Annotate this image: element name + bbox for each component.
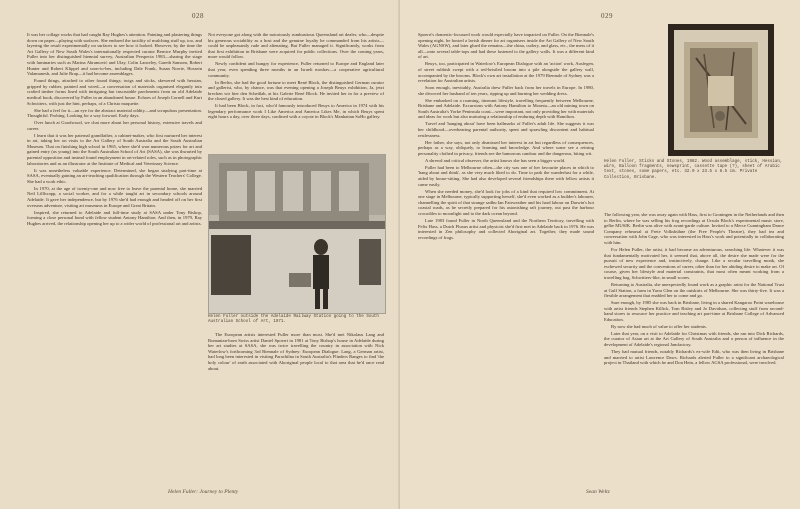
page-number-right: 029: [601, 12, 613, 20]
paragraph: The European artists interested Fuller more than most. She'd met Nikolaus Lang and Romanian-born Swiss artist Daniel Spoerri in 1981 at Tony Bishop's house in Adelaide during her art studies at SASA, she was twice travelling the country in association with Nick Waterlow's forthcoming 3rd Biennale of Sydney: European Dialogue. Lang, a German artist, had long been interested in visiting Parachilna in South Australia's Flinders Ranges to find 'the holy colour' of earth associated with Aboriginal people local to that area that he'd once read about.: [208, 332, 384, 371]
paragraph: In Berlin, she had the good fortune to meet René Block, the distinguished German curator and gallerist, who, by chance, was that evening opening a Joseph Beuys exhibition, Ja, jetzt brechen wir hier den Scheißab, at his Galerie René Block. He invited her in for a preview of the closed gallery. It was the best kind of education.: [208, 79, 384, 102]
paragraph: Found things, attached to other found things; twigs and sticks, skewered with hessian, gripped by rubber, painted and wired—a conversation of materials organised elegantly into crafted timber forms lined with intriguing but inscrutable parchments from an old Adelaide medical book, discovered by Fuller in an abandoned house. Echoes of Joseph Cornell and Kurt Schwitters, with just the hint, perhaps, of a Christo maquette.: [27, 78, 202, 106]
paragraph: In 1970, at the age of twenty-one and now free to leave the parental home, she married Neil Lilllcrapp, a social worker, and for a while taught art in secondary schools around Adelaide. It gave her independence, but by 1976 she'd had enough and headed off on her first overseas adventure, visiting art museums in Europe and Great Britain.: [27, 185, 202, 208]
paragraph: Fuller had been to Melbourne often—the city was one of her favourite places in which to 'hang about and think', as she very much liked to do. Time to park the wanderlust for a while, aided by house-sitting. She had also developed several friendships there with fellow artists it came easily.: [418, 164, 594, 187]
paragraph: A shrewd and critical observer, the artist knows she has seen a bigger world.: [425, 157, 566, 163]
paragraph: The following year, she was away again with Hass, first to Groningen in the Netherlands and then to Berlin, where he was selling his frog recordings at Ursula Block's experimental music store, gelbe MUSIK. Berlin was alive with avant-garde culture. Invited to a Merce Cunningham Dance Company rehearsal at Freie Volksbühne (the Free People's Theatre), they had tea and conversation with John Cage, who was interested in Hass's work and potentially in collaborating with him.: [604, 212, 784, 245]
paragraph: Her father, she says, not only dismissed her interest in art but regardless of consequences, perhaps as a way, obliquely, to learning and knowledge. And where some see a retiring personality clothed in privacy, friends see the humorous candour and the dangerous, biting wit.: [418, 139, 594, 156]
paragraph: Beuys, too, participated in Waterlow's European Dialogue with an 'action' work, Ausfegen, of street rubbish swept with a red-bristled broom into a pile alongside the gallery wall, accompanied by the brooms. Block's own art installation at the 1979 Biennale of Sydney was a revelation for Australian artists.: [418, 61, 594, 84]
left-column-2-top: [208, 32, 384, 121]
footer-author-name: Sean Weltz: [586, 489, 610, 495]
paragraph: Returning to Australia, she unexpectedly found work as a graphic artist for the National Trust at Gulf Station, a farm in Yarra Glen on the outskirts of Melbourne. She was thirty-five. It was a flexible arrangement that enabled her to come and go.: [604, 281, 784, 299]
paragraph: Over lunch at Goodwood, we chat more about her personal history, extensive travels and career.: [27, 120, 202, 131]
right-page: [400, 0, 800, 509]
paragraph: Later that year, on a visit to Adelaide for Christmas with friends, she ran into Dick Richards, the curator of Asian art at the Art Gallery of South Australia and a person of influence in the development of Adelaide's regional Jamfactory.: [604, 330, 784, 348]
paragraph: Newly confident and hungry for experience, Fuller returned to Europe and England later that year, even spending three months in an Israeli moshav—a cooperative agricultural community.: [208, 61, 384, 78]
photo-caption: Helen Fuller outside the Adelaide Railway Station going to the South Australian School of Art, 1971.: [208, 315, 379, 325]
artwork-sticks-and-stones: [674, 30, 768, 150]
right-column-4: [604, 212, 784, 367]
paragraph: Not everyone got along with the notoriously rumbustious Queensland art dealer, who—despite his generous sociability as a host and the genuine loyalty he commanded from his artists—could be unpleasantly rude and alienating. But Fuller managed it. Significantly, works from that first exhibition in Brisbane were acquired for public collections. Over the coming years, more would follow.: [208, 32, 384, 60]
paragraph: I learn that it was her paternal grandfather, a cabinet-maker, who first nurtured her interest in art, taking her on visits to the Art Gallery of South Australia and the South Australian Museum. That on finishing high school in 1965, where she'd won numerous prizes for art and gained entry (as young) into the South Australian School of Art (SASA), she was thwarted by parental opposition and instead found employment in art-related roles, such as in photographic laboratories and as an illustrator at the Institute of Medical and Veterinary Science.: [27, 132, 202, 166]
paragraph: She had a feel for it—an eye for the abstract material oddity—and scrupulous presentation. Thoughtful. Probing. Looking for a way forward. Early days.: [27, 107, 202, 119]
paragraph: Inspired, she returned to Adelaide and full-time study at SASA under Tony Bishop, forming a close personal bond with fellow student Antony Hamilton. And then, in 1979, Ray Hughes arrived, the relationship opening her up to a wider world of professional art and artists.: [27, 209, 202, 226]
left-column-1: [27, 32, 202, 228]
footer-book-title: Helen Fuller: Journey to Plenty: [168, 489, 239, 495]
artwork-caption: Helen Fuller, Sticks and Stones, 1982. Wood assemblage, stick, Hessian, wire, Balloon fragments, newsprint, cassette tape (?), sheet of Arabic text, stones, some papers, etc. 32.0 x 23.5 x 8.5 cm. Private Collection, Brisbane.: [604, 160, 783, 180]
paragraph: For Helen Fuller, the artist, it had become an adventurous, searching life. Whatever it was that fundamentally motivated her, it seemed that, above all, the desire she made were for the pursuit of new experience and, instinctively, change. Like a secular travelling monk, she eschewed security and the conventions of career, other than for her abiding desire to make art. Of course, given her lifestyle and material constraints, that most often meant working from a travelling bag, Schwitters-like, in small scores.: [604, 246, 784, 280]
paragraph: It was her collage works that had caught Ray Hughes's attention. Painting and plastering things down on paper—playing with surfaces. She endured the tactility of mulching stuff up, too, and layering the result experimentally on surfaces to see how it looked. However, by the time the Art Gallery of New South Wales's internationally respected curator Bernice Murphy invited Fuller into her distinguished biennial survey, Australian Perspecta 1983—sharing the stage with luminaries such as Marina Abramović and Ulay, Colin Lanceley, Gareth Sansom, Robert Hunter and Robert Klippel and soon-to-bes, including Dale Frank, Susan Norrie, Hossein Valamanesh, and Julie Rrap—it had become assemblages.: [27, 32, 202, 77]
paragraph: Sure enough, by 1985 she was back in Brisbane, living in a shared Kangaroo Point warehouse with artist friends Stephen Killick, Tom Risley and Jo Davidson, collecting stuff from second-hand stores to resource her practice and teaching art part-time at Brisbane College of Advanced Education.: [604, 300, 784, 322]
paragraph: It was nonetheless valuable experience. Determined, she began studying part-time at SASA, eventually gaining an art-teaching qualification through the Western Teachers' College. She had a work ethic.: [27, 167, 202, 184]
left-column-2-bottom: [208, 332, 384, 373]
paragraph: Soon enough, inevitably, Australia drew Fuller back from her travels in Europe. In 1980, she divorced her husband of ten years, ripping up and burning her wedding dress.: [418, 85, 594, 96]
paragraph: She embarked on a roaming, itinerant lifestyle, travelling frequently between Melbourne, Brisbane and Adelaide. Excursions with Antony Hamilton to Moonta—an old mining town on South Australia's Yorke Peninsula coast—were important, not only providing her with materials and ideas for work but also nurturing a relationship of enduring depth with Hamilton.: [418, 97, 595, 120]
paragraph: Late 1983 found Fuller in North Queensland and the Northern Territory, travelling with Felix Hass, a Dutch Fluxus artist and physicist she'd first met in Adelaide back in 1976. He was interested in Zen philosophy and collected Aboriginal art. Together, they made sound recordings of frogs.: [418, 217, 594, 240]
paragraph: They had mutual friends, notably Richards's ex-wife Edit, who was then living in Brisbane and married to artist Lawrence Daws. Richards alerted Fuller to a significant archaeological project in Thailand with which he and Don Hein, a fellow AGSA professional, were involved.: [604, 349, 784, 366]
paragraph: Travel and 'hanging about' have been hallmarks of Fuller's adult life. She suggests it was her childhood—overbearing parental authority, spent and sprawling discontent and habitual restlessness.: [418, 121, 594, 138]
paragraph: When she needed money, she'd look for jobs of a kind that required low commitment. At one stage in Melbourne, typically supporting herself, she'd even worked as a builder's labourer, channelling the spirit of that strange sadhu Ian Fairweather and his hard labour on Darwin's hot coastal roads, as he secretly prepared for his astonishing raft journey, out past the harbour crocodiles to moonlight and to the dark ocean beyond.: [418, 188, 594, 216]
archival-photo-railway-station: [208, 154, 386, 314]
page-number-left: 028: [192, 12, 204, 20]
paragraph: Spoerri's domestic-focussed work would especially have impacted on Fuller. On the Biennale's opening night, he hosted a lavish dinner for art organisers inside the Art Gallery of New South Wales (AGNSW), and later glued the remains—the china, cutlery, and glass, etc., the mess of it all—onto several table-tops and had these fastened to the gallery walls. It was a different kind of art.: [418, 32, 594, 60]
paragraph: It had been Block, in fact, who'd famously introduced Beuys to America in 1974 with his legendary performance work I Like America and America Likes Me, in which Beuys spent eight hours a day, over three days, confined with a coyote in Block's Manhattan SoHo gallery.: [208, 103, 384, 120]
artwork-photo-frame: [668, 24, 774, 156]
paragraph: By now she had much of value to offer her students.: [611, 323, 707, 329]
right-column-3: [418, 32, 594, 242]
